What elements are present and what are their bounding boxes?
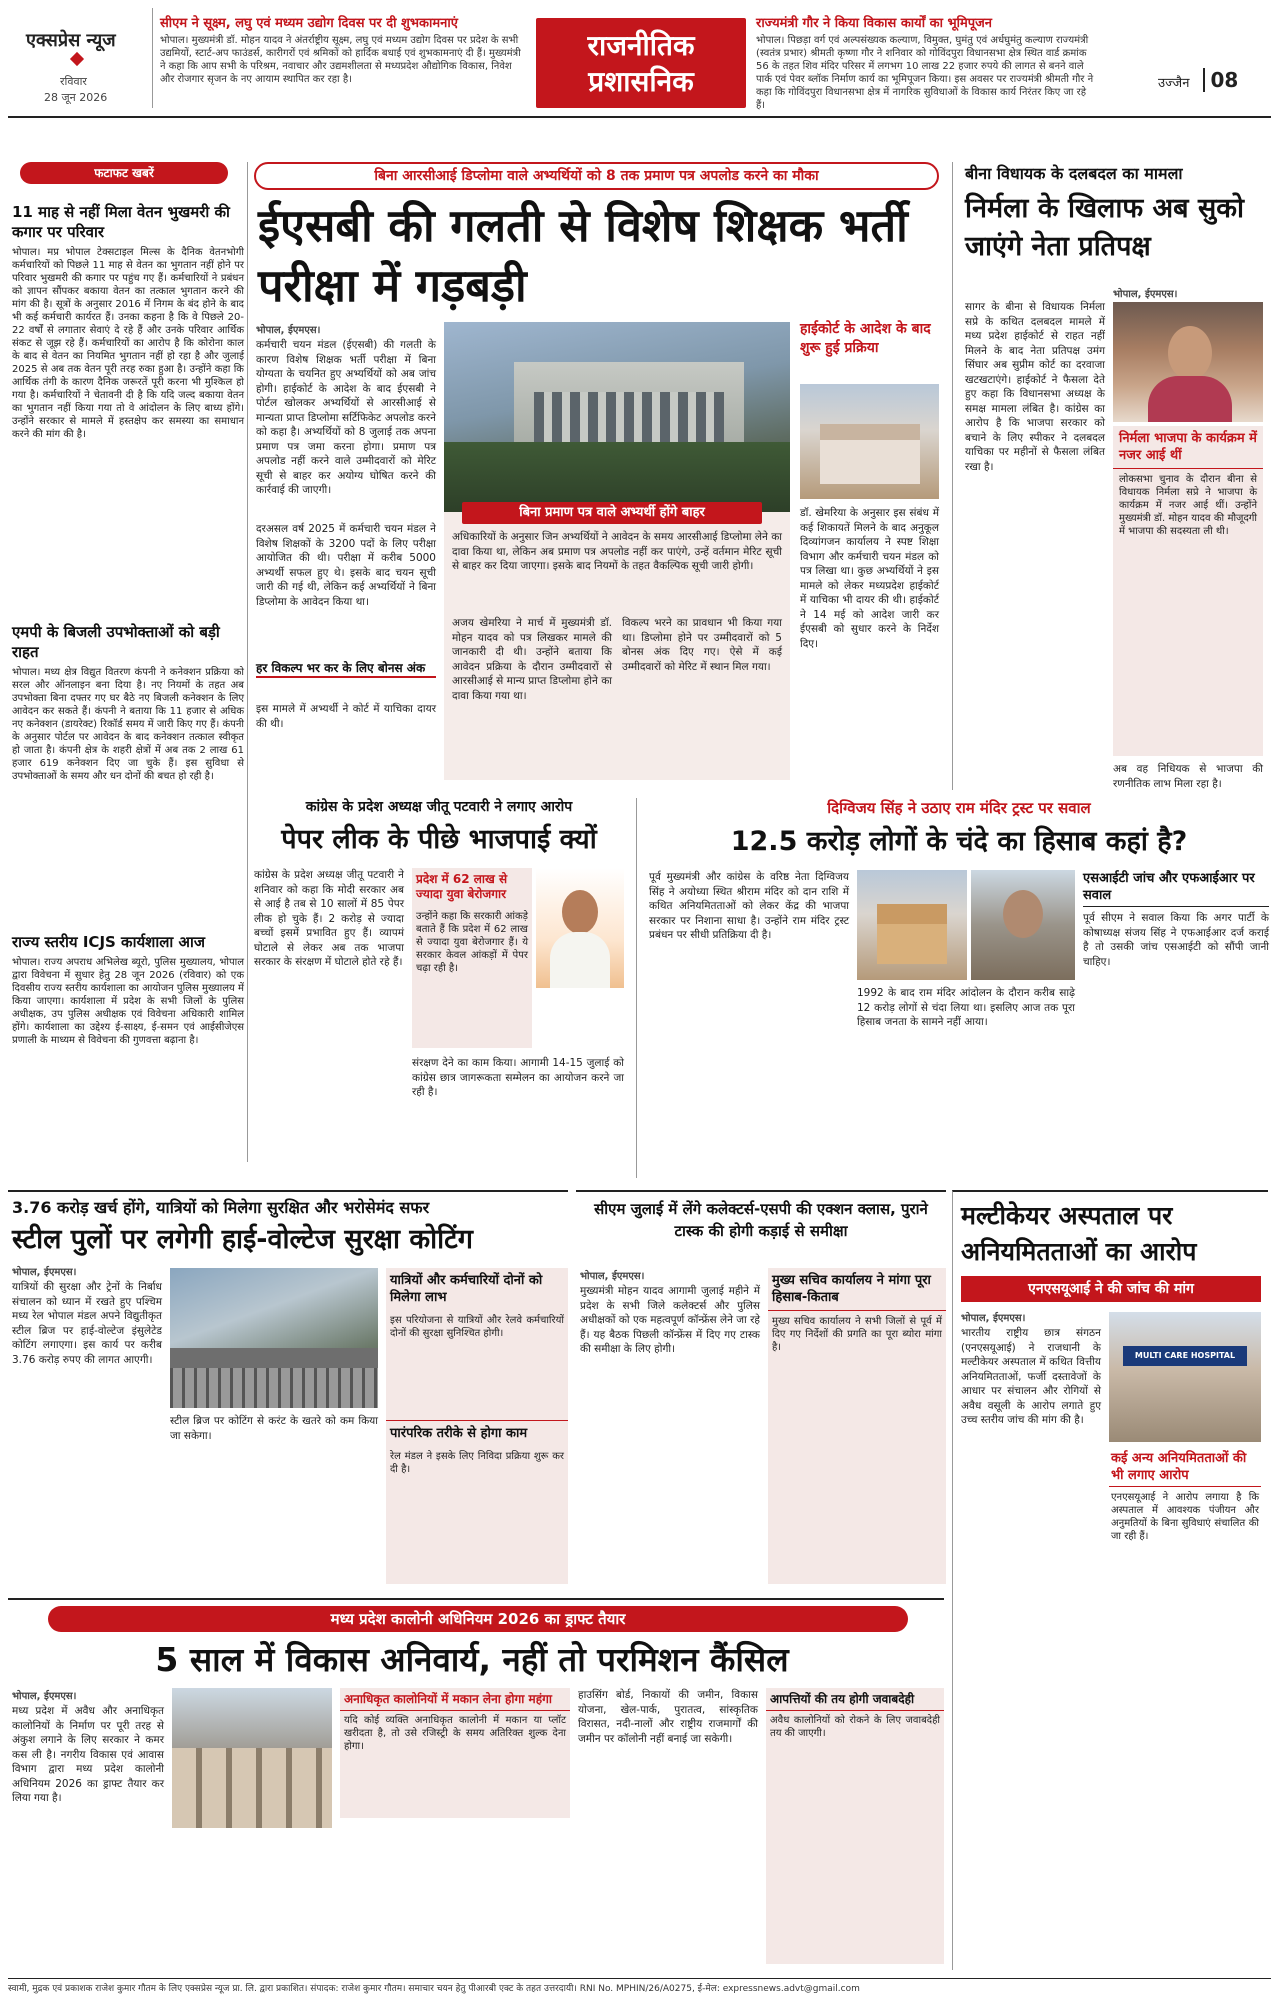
coll-box-title: मुख्य सचिव कार्यालय ने मांगा पूरा हिसाब-किताब	[768, 1268, 946, 1311]
multi-kicker: एनएसयूआई ने की जांच की मांग	[1028, 1281, 1194, 1297]
colony-text2: हाउसिंग बोर्ड, निकायों की जमीन, विकास योजना, खेल-पार्क, पुरातत्व, सांस्कृतिक विरासत, नदी-नालों और राष्ट्रीय राजमार्गों की जमीन पर कॉलोनी नहीं बनाई जा सकेगी।	[578, 1689, 758, 1745]
right-top-story	[952, 162, 1268, 790]
brief-1-title: 11 माह से नहीं मिला वेतन भुखमरी की कगार पर परिवार	[12, 203, 230, 241]
colony-box-title: अनाधिकृत कालोनियों में मकान लेना होगा महंगा	[340, 1688, 570, 1711]
hospital-sign-text: MULTI CARE HOSPITAL	[1134, 1351, 1236, 1360]
section-tab-label: फटाफट खबरें	[94, 166, 154, 180]
lead-bottom-2: विकल्प भरने का प्रावधान भी किया गया था। डिप्लोमा होने पर उम्मीदवारों को 5 बोनस अंक दिए गए। ऐसे में कई उम्मीदवारों को मेरिट में स्थान मिल गया।	[622, 617, 782, 673]
section-title: राजनीतिक प्रशासनिक	[587, 29, 695, 98]
steel-box2-text: रेल मंडल ने इसके लिए निविदा प्रक्रिया शुरू कर दी है।	[390, 1451, 564, 1475]
lead-sub1-text: इस मामले में अभ्यर्थी ने कोर्ट में याचिका दायर की थी।	[256, 703, 436, 730]
multi-text: भारतीय राष्ट्रीय छात्र संगठन (एनएसयूआई) ने राजधानी के मल्टीकेयर अस्पताल में कथित वित्तीय अनियमितताओं, फर्जी दस्तावेजों के आधार पर संचालन और रोगियों से अवैध वसूली के आरोप लगाते हुए उच्च स्तरीय जांच की मांग की है।	[961, 1327, 1101, 1426]
steel-text2: स्टील ब्रिज पर कोटिंग से करंट के खतरे को कम किया जा सकेगा।	[170, 1415, 378, 1442]
day-label: रविवार	[60, 75, 87, 88]
coll-text: मुख्यमंत्री मोहन यादव आगामी जुलाई महीने में प्रदेश के सभी जिले कलेक्टर्स और पुलिस अधीक्षकों को एक महत्वपूर्ण कॉन्फ्रेंस लेने जा रहे हैं। यह बैठक पिछली कॉन्फ्रेंस में दिए गए टास्क की समीक्षा के लिए होगी।	[580, 1285, 760, 1355]
promo-left	[160, 16, 528, 108]
brief-1	[12, 202, 244, 612]
c1-headline: पेपर लीक के पीछे भाजपाई क्यों	[281, 824, 597, 855]
brief-2-title: एमपी के बिजली उपभोक्ताओं को बड़ी राहत	[12, 623, 220, 661]
hc-text: डॉ. खेमरिया के अनुसार इस संबंध में कई शिकायतें मिलने के बाद अनुकूल दिव्यांगजन कार्यालय ने स्पष्ट शिक्षा विभाग और कर्मचारी चयन मंडल को पत्र लिखा था। कुछ अभ्यर्थियों ने इस मामले को लेकर मध्यप्रदेश हाईकोर्ट में याचिका भी दायर की थी। हाईकोर्ट ने 14 मई को आदेश जारी कर ईएसबी को सुधार करने के निर्देश दिए।	[800, 507, 939, 650]
rt-box-text: लोकसभा चुनाव के दौरान बीना से विधायक निर्मला सप्रे ने भाजपा के कार्यक्रम में नजर आई थीं। उन्होंने मुख्यमंत्री डॉ. मोहन यादव की मौजूदगी में भाजपा की सदस्यता ली थी।	[1119, 474, 1257, 537]
promo2-text: भोपाल। पिछड़ा वर्ग एवं अल्पसंख्यक कल्याण, विमुक्त, घुमंतु एवं अर्धघुमंतु कल्याण राज्यमंत्री (स्वतंत्र प्रभार) श्रीमती कृष्णा गौर ने शनिवार को गोविंदपुरा विधानसभा क्षेत्र स्थित वार्ड क्रमांक 56 के तहत शिव मंदिर परिसर में लगभग 10 लाख 22 हजार रुपये की लागत से बनने वाले पार्क एवं पेवर ब्लॉक निर्माण कार्य का भूमिपूजन किया। इस अवसर पर राज्यमंत्री श्रीमती गौर ने कहा कि गोविंदपुरा विधानसभा क्षेत्र में नागरिक सुविधाओं के विकास कार्य निरंतर किए जा रहे हैं।	[756, 35, 1094, 111]
portrait-face	[1168, 326, 1212, 380]
footer-text: स्वामी, मुद्रक एवं प्रकाशक राजेश कुमार गौतम के लिए एक्सप्रेस न्यूज प्रा. लि. द्वारा प्रकाशित। संपादक: राजेश कुमार गौतम। समाचार चयन हेतु पीआरबी एक्ट के तहत उत्तरदायी। RNI No. MPHIN/26/A0275, ई-मेल: expressnews.advt@gmail.com	[8, 1984, 860, 1994]
colony-story	[8, 1598, 944, 1970]
city-page	[1158, 68, 1271, 98]
c1-text2: संरक्षण देने का काम किया। आगामी 14-15 जुलाई को कांग्रेस छात्र जागरूकता सम्मेलन का आयोजन करने जा रही है।	[412, 1057, 624, 1098]
c1-kicker: कांग्रेस के प्रदेश अध्यक्ष जीतू पटवारी ने लगाए आरोप	[305, 799, 573, 815]
steel-story	[8, 1190, 568, 1590]
c2-box-title: एसआईटी जांच और एफआईआर पर सवाल	[1083, 870, 1269, 907]
photo-caption-text: अधिकारियों के अनुसार जिन अभ्यर्थियों ने आवेदन के समय आरसीआई डिप्लोमा लेने का दावा किया था, लेकिन अब प्रमाण पत्र अपलोड नहीं कर पाएंगे, उन्हें वर्तमान मेरिट सूची से बाहर कर दिया जाएगा। इसके बाद नियमों के तहत वैकल्पिक सूची जारी होगी।	[452, 531, 782, 572]
colony-headline: 5 साल में विकास अनिवार्य, नहीं तो परमिशन कैंसिल	[155, 1640, 789, 1679]
colony-kicker: मध्य प्रदेश कालोनी अधिनियम 2026 का ड्राफ्ट तैयार	[330, 1610, 626, 1628]
colony-box	[340, 1688, 570, 1818]
hospital-photo	[1109, 1312, 1261, 1442]
congress-story	[254, 798, 624, 1178]
rt-box-title: निर्मला भाजपा के कार्यक्रम में नजर आई थीं	[1113, 426, 1263, 469]
coll-box	[768, 1268, 946, 1584]
hospital-sign	[1123, 1346, 1247, 1366]
colony-houses	[172, 1748, 332, 1828]
colony-box2	[766, 1688, 944, 1964]
c1-box	[412, 868, 532, 1048]
date-label: 28 जून 2026	[44, 91, 108, 104]
c2-kicker: दिग्विजय सिंह ने उठाए राम मंदिर ट्रस्ट पर सवाल	[827, 799, 1091, 817]
section-banner	[536, 18, 746, 108]
bridge-lines	[170, 1368, 378, 1408]
brand-name: एक्सप्रेस न्यूज	[26, 30, 116, 51]
photo-caption-bar	[462, 502, 762, 524]
steel-box-title: यात्रियों और कर्मचारियों दोनों को मिलेगा लाभ	[390, 1273, 543, 1305]
brand-diamond-icon	[70, 52, 84, 66]
coll-box-text: मुख्य सचिव कार्यालय ने सभी जिलों से पूर्व में दिए गए निर्देशों की प्रगति का पूरा ब्योरा मांगा है।	[772, 1316, 942, 1353]
lead-col1b: दरअसल वर्ष 2025 में कर्मचारी चयन मंडल ने विशेष शिक्षकों के 3200 पदों के लिए परीक्षा आयोजित की थी। परीक्षा में करीब 5000 अभ्यर्थी सफल हुए थे। इसके बाद चयन सूची जारी की गई थी, लेकिन कई अभ्यर्थियों ने बिना डिप्लोमा के आवेदन किया था।	[256, 523, 436, 608]
lead-dateline: भोपाल, ईएमएस।	[256, 325, 321, 336]
lead-kicker: बिना आरसीआई डिप्लोमा वाले अभ्यर्थियों को 8 तक प्रमाण पत्र अपलोड करने का मौका	[374, 168, 819, 184]
c1-text: कांग्रेस के प्रदेश अध्यक्ष जीतू पटवारी ने शनिवार को कहा कि मोदी सरकार अब से आई है तब से 10 सालों में 85 पेपर लीक हो चुके हैं। 2 करोड़ से ज्यादा बच्चों इसमें प्रभावित हुए हैं। व्यापमं घोटाले से लेकर अब तक भाजपा सरकार के संरक्षण में घोटाले होते रहे हैं।	[254, 869, 404, 968]
c2-headline: 12.5 करोड़ लोगों के चंदे का हिसाब कहां है?	[730, 826, 1188, 857]
nirmala-photo	[1113, 302, 1263, 422]
rt-headline: निर्मला के खिलाफ अब सुको जाएंगे नेता प्रतिपक्ष	[965, 193, 1244, 262]
portrait-body	[1148, 376, 1232, 422]
promo-right	[756, 16, 1096, 111]
steel-box	[386, 1268, 568, 1584]
digvijay-photo	[971, 870, 1075, 980]
brief-2-text: भोपाल। मध्य क्षेत्र विद्युत वितरण कंपनी ने कनेक्शन प्रक्रिया को सरल और ऑनलाइन बना दिया है। नए नियमों के तहत अब उपभोक्ता बिना दफ्तर गए घर बैठे नए बिजली कनेक्शन के लिए आवेदन कर सकते हैं। कंपनी ने बताया कि 11 हजार से अधिक नए कनेक्शन (डायरेक्ट) रिकॉर्ड समय में जारी किए गए हैं। कंपनी के अनुसार पोर्टल पर आवेदन के बाद कनेक्शन तत्काल स्वीकृत हो जाता है। कंपनी क्षेत्र के शहरी क्षेत्रों में अब तक 2 लाख 61 हजार 619 कनेक्शन दिए जा चुके हैं। इस सुविधा से उपभोक्ताओं के समय और धन दोनों की बचत हो रही है।	[12, 667, 244, 782]
coll-headline: सीएम जुलाई में लेंगे कलेक्टर्स-एसपी की एक्शन क्लास, पुराने टास्क की होगी कड़ाई से समीक्षा	[594, 1200, 928, 1240]
colony-photo	[172, 1688, 332, 1828]
colony-box2-text: अवैध कालोनियों को रोकने के लिए जवाबदेही तय की जाएगी।	[770, 1715, 940, 1739]
colony-box2-title: आपत्तियों की तय होगी जवाबदेही	[766, 1688, 944, 1711]
multi-kicker-bar	[961, 1276, 1261, 1302]
ram-temple-photo	[857, 870, 967, 980]
c2-text: पूर्व मुख्यमंत्री और कांग्रेस के वरिष्ठ नेता दिग्विजय सिंह ने अयोध्या स्थित श्रीराम मंदिर को दान राशि में कथित अनियमितताओं को लेकर केंद्र की भाजपा सरकार पर निशाना साधा है। उन्होंने राम मंदिर ट्रस्ट प्रबंधन पर सीधी प्रतिक्रिया दी है।	[649, 871, 849, 941]
brief-3-text: भोपाल। राज्य अपराध अभिलेख ब्यूरो, पुलिस मुख्यालय, भोपाल द्वारा विवेचना में सुधार हेतु 28 जून 2026 (रविवार) को एक दिवसीय राज्य स्तरीय कार्यशाला का आयोजन पुलिस मुख्यालय में किया जाएगा। कार्यशाला में प्रदेश के सभी जिलों के पुलिस अधीक्षक, उप पुलिस अधीक्षक एवं विवेचना अधिकारी शामिल होंगे। कार्यशाला का उद्देश्य ई-साक्ष्य, ई-समन एवं आईसीजेएस प्रणाली के माध्यम से विवेचना की गुणवत्ता बढ़ाना है।	[12, 957, 244, 1046]
patwari-photo	[536, 868, 624, 988]
left-column	[8, 162, 248, 1162]
photo-caption-box	[444, 505, 790, 780]
page-number: 08	[1203, 68, 1239, 92]
brief-1-text: भोपाल। मप्र भोपाल टेक्सटाइल मिल्स के दैनिक वेतनभोगी कर्मचारियों को पिछले 11 माह से वेतन का भुगतान नहीं होने पर परिवार भुखमरी की कगार पर पहुंच गए हैं। कर्मचारियों ने प्रबंधन को ज्ञापन सौंपकर बकाया वेतन का तत्काल भुगतान करने की मांग की है। सूत्रों के अनुसार 2016 में निगम के बंद होने के बाद भी कई कर्मचारी कार्यरत हैं। उनका कहना है कि वे पिछले 20-22 वर्षों से लगातार सेवाएं दे रहे हैं और उनके परिवार आर्थिक संकट से जूझ रहे हैं। कर्मचारियों का आरोप है कि कोरोना काल के बाद से वेतन का नियमित भुगतान नहीं हो रहा है और जुलाई 2025 से अब तक वेतन पूरी तरह रुका हुआ है। उन्होंने कहा कि आर्थिक तंगी के कारण दैनिक जरूरतें पूरी करना भी मुश्किल हो गया है। कर्मचारियों ने चेतावनी दी है कि यदि जल्द बकाया वेतन का भुगतान नहीं किया गया तो वे आंदोलन के लिए बाध्य होंगे। उन्होंने सरकार से मामले में हस्तक्षेप कर समस्या का समाधान करने की मांग की है।	[12, 247, 244, 440]
steel-dateline: भोपाल, ईएमएस।	[12, 1267, 77, 1278]
colony-dateline: भोपाल, ईएमएस।	[12, 1691, 77, 1702]
city-name: उज्जैन	[1158, 76, 1190, 91]
lead-headline: ईएसबी की गलती से विशेष शिक्षक भर्ती परीक्षा में गड़बड़ी	[258, 199, 908, 312]
highcourt-building	[820, 424, 920, 484]
lead-story	[254, 162, 939, 790]
steel-headline: स्टील पुलों पर लगेगी हाई-वोल्टेज सुरक्षा कोटिंग	[12, 1224, 473, 1255]
lead-kicker-bar	[254, 162, 939, 190]
rt-box	[1113, 426, 1263, 756]
coll-dateline: भोपाल, ईएमएस।	[580, 1271, 645, 1282]
steel-text: यात्रियों की सुरक्षा और ट्रेनों के निर्बाध संचालन को ध्यान में रखते हुए पश्चिम मध्य रेल भोपाल मंडल अपने विद्युतीकृत स्टील ब्रिज पर हाई-वोल्टेज इंसुलेटेड कोटिंग लगाएगा। इस कार्य पर करीब 3.76 करोड़ रुपए की लागत आएगी।	[12, 1281, 162, 1366]
section-tab	[20, 162, 228, 184]
multi-box-text: एनएसयूआई ने आरोप लगाया है कि अस्पताल में आवश्यक पंजीयन और अनुमतियों के बिना सुविधाएं संचालित की जा रही हैं।	[1111, 1492, 1259, 1542]
rt-kicker: बीना विधायक के दलबदल का मामला	[965, 164, 1183, 183]
brief-3	[12, 932, 244, 1152]
masthead	[8, 8, 1271, 118]
patwari-body	[550, 932, 610, 988]
multicare-story	[952, 1190, 1268, 1970]
promo1-title: सीएम ने सूक्ष्म, लघु एवं मध्यम उद्योग दिवस पर दी शुभकामनाएं	[160, 16, 458, 31]
brief-3-title: राज्य स्तरीय ICJS कार्यशाला आज	[12, 933, 205, 951]
photo-caption: बिना प्रमाण पत्र वाले अभ्यर्थी होंगे बाहर	[519, 505, 705, 520]
c2-box-text: पूर्व सीएम ने सवाल किया कि अगर पार्टी के कोषाध्यक्ष संजय सिंह ने एफआईआर दर्ज कराई है तो उसकी जांच एसआईटी को सौंपी जानी चाहिए।	[1083, 912, 1269, 968]
patwari-face	[562, 890, 598, 934]
rt-text: सागर के बीना से विधायक निर्मला सप्रे के कथित दलबदल मामले में मध्य प्रदेश हाईकोर्ट से राहत नहीं मिलने के बाद नेता प्रतिपक्ष उमंग सिंघार अब सुप्रीम कोर्ट का दरवाजा खटखटाएंगे। हाईकोर्ट ने फैसला देते हुए कहा कि विधानसभा अध्यक्ष के समक्ष मामला लंबित है। कांग्रेस का आरोप है कि भाजपा सरकार को बचाने के लिए स्पीकर ने दलबदल याचिका पर महीनों से फैसला लंबित रखा है।	[965, 301, 1105, 473]
colony-kicker-bar	[48, 1606, 908, 1632]
hc-subhead: हाईकोर्ट के आदेश के बाद शुरू हुई प्रक्रिया	[800, 321, 931, 356]
temple-shape	[877, 904, 947, 964]
multi-box	[1109, 1448, 1261, 1968]
footer	[8, 1978, 1271, 2002]
steel-box2-title: पारंपरिक तरीके से होगा काम	[386, 1420, 568, 1446]
lead-bottom-1: अजय खेमरिया ने मार्च में मुख्यमंत्री डॉ. मोहन यादव को पत्र लिखकर मामले की जानकारी दी थी। उन्होंने बताया कि आवेदन प्रक्रिया के दौरान उम्मीदवारों से आरसीआई से मान्य प्राप्त डिप्लोमा होने का दावा किया गया था।	[452, 617, 612, 702]
c1-box-text: उन्होंने कहा कि सरकारी आंकड़े बताते हैं कि प्रदेश में 62 लाख से ज्यादा युवा बेरोजगार हैं। ये सरकार केवल आंकड़ों में पेपर चढ़ा रही है।	[416, 911, 528, 974]
steel-bridge-photo	[170, 1268, 378, 1408]
steel-box-text: इस परियोजना से यात्रियों और रेलवे कर्मचारियों दोनों की सुरक्षा सुनिश्चित होगी।	[390, 1315, 564, 1339]
brand-block	[8, 8, 153, 108]
multi-box-title: कई अन्य अनियमितताओं की भी लगाए आरोप	[1109, 1448, 1261, 1487]
highcourt-photo	[800, 384, 939, 499]
lead-sub1: हर विकल्प भर कर के लिए बोनस अंक	[256, 660, 436, 678]
steel-kicker: 3.76 करोड़ खर्च होंगे, यात्रियों को मिलेगा सुरक्षित और भरोसेमंद सफर	[12, 1198, 430, 1217]
digvijay-face	[1003, 890, 1043, 938]
c1-box-title: प्रदेश में 62 लाख से ज्यादा युवा बेरोजगार	[416, 872, 508, 901]
lead-col1: कर्मचारी चयन मंडल (ईएसबी) की गलती के कारण विशेष शिक्षक भर्ती परीक्षा में बिना योग्यता के चयनित हुए अभ्यर्थियों को अब जांच होगी। हाईकोर्ट के आदेश के बाद ईएसबी ने पोर्टल खोलकर अभ्यर्थियों से आरसीआई से मान्यता प्राप्त डिप्लोमा सर्टिफिकेट अपलोड करने को कहा है। अभ्यर्थियों को 8 जुलाई तक अपना प्रमाण पत्र जमा करना होगा। प्रमाण पत्र अपलोड नहीं करने वाले उम्मीदवारों को मेरिट सूची से बाहर कर अयोग्य घोषित करने की कार्रवाई की जाएगी।	[256, 339, 436, 496]
rt-dateline: भोपाल, ईएमएस।	[1113, 289, 1178, 300]
promo2-title: राज्यमंत्री गौर ने किया विकास कार्यों का भूमिपूजन	[756, 16, 993, 31]
bridge-deck	[170, 1348, 378, 1368]
colony-box-text: यदि कोई व्यक्ति अनाधिकृत कालोनी में मकान या प्लॉट खरीदता है, तो उसे रजिस्ट्री के समय अतिरिक्त शुल्क देना होगा।	[344, 1715, 566, 1752]
hc-subhead-box	[800, 320, 939, 380]
c2-text2: 1992 के बाद राम मंदिर आंदोलन के दौरान करीब साढ़े 12 करोड़ लोगों से चंदा लिया था। इसलिए आज तक पूरा हिसाब जनता के सामने नहीं आया।	[857, 987, 1075, 1028]
colony-text: मध्य प्रदेश में अवैध और अनाधिकृत कालोनियों के निर्माण पर पूरी तरह से अंकुश लगाने के लिए सरकार ने कमर कस ली है। नगरीय विकास एवं आवास विभाग द्वारा मध्य प्रदेश कालोनी अधिनियम 2026 का ड्राफ्ट तैयार कर लिया गया है।	[12, 1705, 164, 1804]
c2-box	[1083, 870, 1269, 1170]
esb-building-photo	[444, 322, 790, 512]
brief-2	[12, 622, 244, 922]
multi-headline: मल्टीकेयर अस्पताल पर अनियमितताओं का आरोप	[961, 1201, 1197, 1266]
multi-dateline: भोपाल, ईएमएस।	[961, 1313, 1026, 1324]
promo1-text: भोपाल। मुख्यमंत्री डॉ. मोहन यादव ने अंतर्राष्ट्रीय सूक्ष्म, लघु एवं मध्यम उद्योग दिवस पर प्रदेश के सभी उद्यमियों, स्टार्ट-अप फाउंडर्स, कारीगरों एवं श्रमिकों को हार्दिक बधाई एवं शुभकामनाएं दी हैं। मुख्यमंत्री ने कहा कि आप सभी के परिश्रम, नवाचार और उद्यमशीलता से मध्यप्रदेश औद्योगिक विकास, निवेश और रोजगार सृजन के नए आयाम स्थापित कर रहा है।	[160, 35, 521, 85]
rt-text2: अब वह निधियक से भाजपा की रणनीतिक लाभ मिला रहा है।	[1113, 763, 1263, 790]
collector-story	[576, 1190, 946, 1590]
digvijay-story	[636, 798, 1268, 1178]
